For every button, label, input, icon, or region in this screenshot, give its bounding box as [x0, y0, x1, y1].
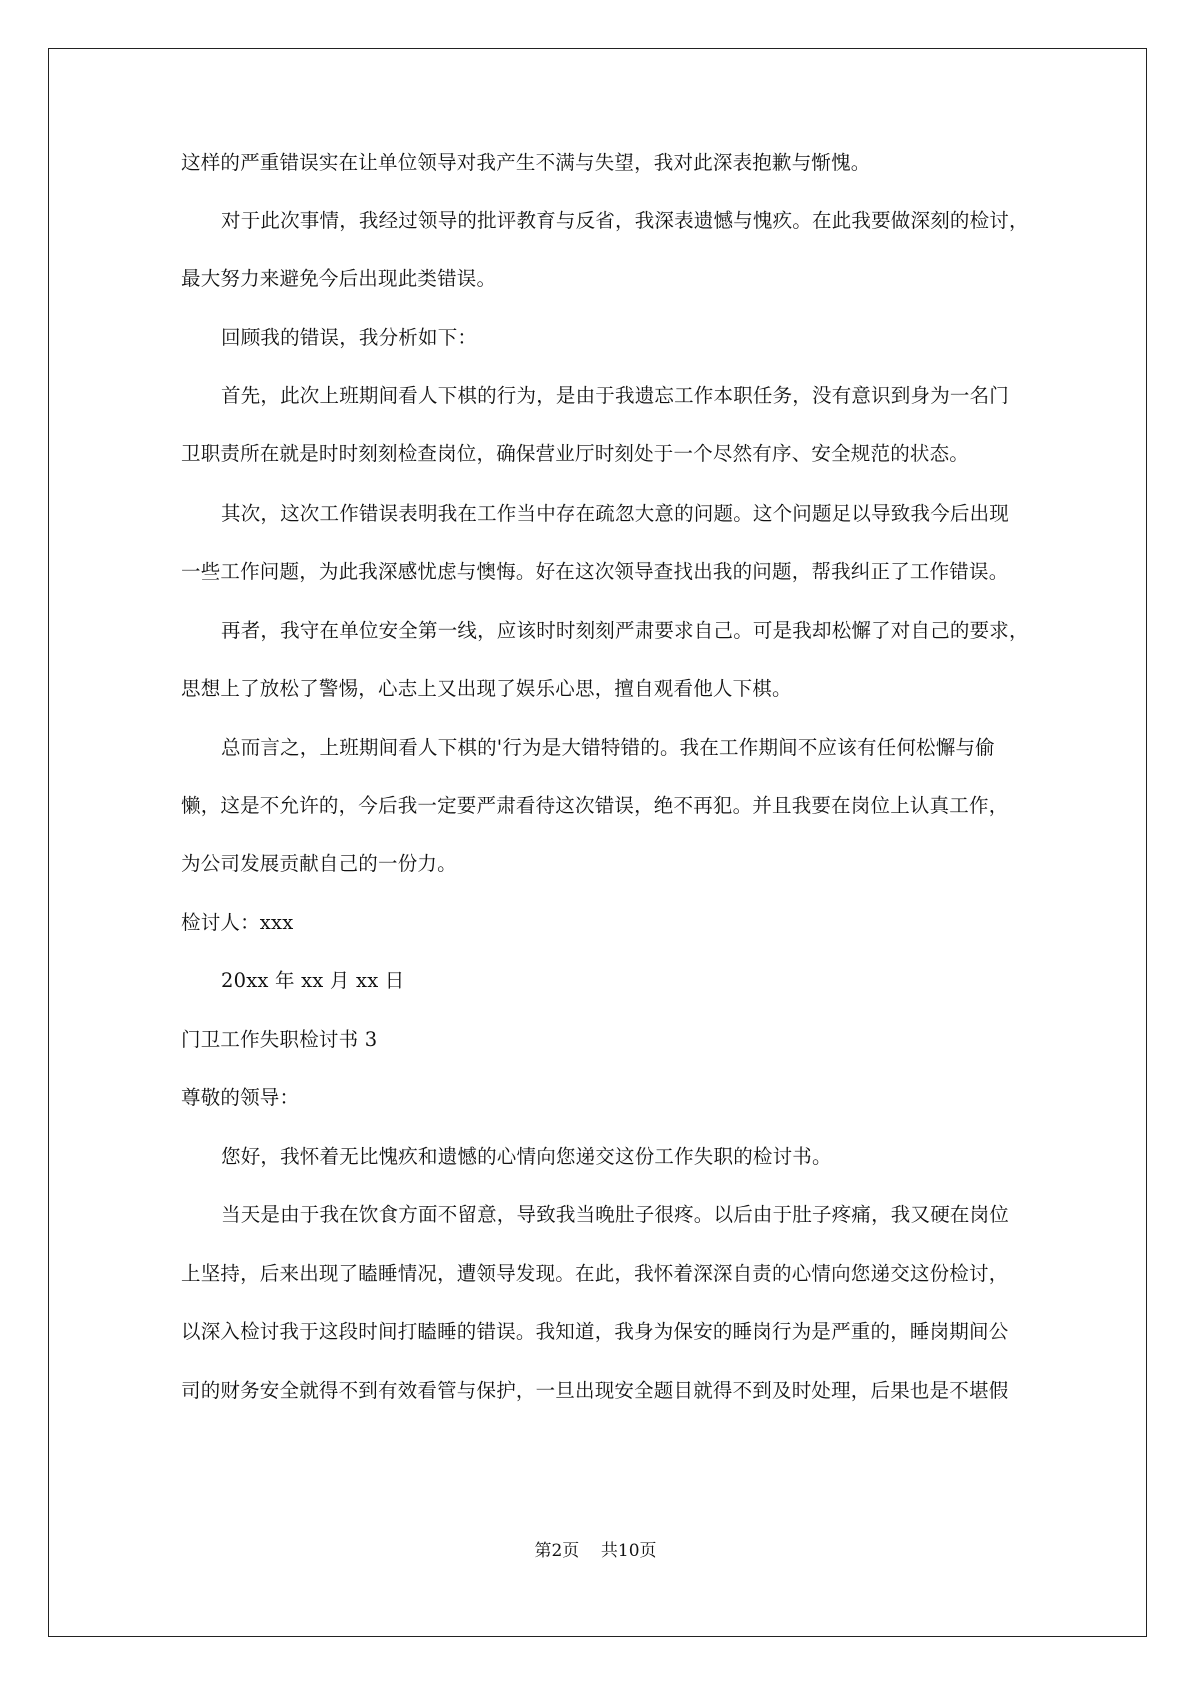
body-line: 首先，此次上班期间看人下棋的行为，是由于我遗忘工作本职任务，没有意识到身为一名门: [221, 384, 1010, 407]
body-line: 您好，我怀着无比愧疚和遗憾的心情向您递交这份工作失职的检讨书。: [221, 1145, 832, 1168]
signature-line: 检讨人：xxx: [181, 911, 294, 934]
date-line: 20xx 年 xx 月 xx 日: [221, 969, 405, 992]
page-number-footer: 第2页 共10页: [534, 1541, 657, 1561]
body-line: 总而言之，上班期间看人下棋的'行为是大错特错的。我在工作期间不应该有任何松懈与偷: [221, 736, 995, 759]
body-line: 为公司发展贡献自己的一份力。: [181, 852, 457, 875]
body-line: 司的财务安全就得不到有效看管与保护，一旦出现安全题目就得不到及时处理，后果也是不堪假: [181, 1379, 1009, 1402]
body-line: 这样的严重错误实在让单位领导对我产生不满与失望，我对此深表抱歉与惭愧。: [181, 151, 871, 174]
body-line: 一些工作问题，为此我深感忧虑与懊悔。好在这次领导查找出我的问题，帮我纠正了工作错误。: [181, 560, 1009, 583]
body-line: 懒，这是不允许的，今后我一定要严肃看待这次错误，绝不再犯。并且我要在岗位上认真工作，: [181, 794, 1009, 817]
salutation: 尊敬的领导：: [181, 1086, 300, 1109]
body-line: 思想上了放松了警惕，心志上又出现了娱乐心思，擅自观看他人下棋。: [181, 677, 792, 700]
body-line: 最大努力来避免今后出现此类错误。: [181, 267, 497, 290]
body-line: 再者，我守在单位安全第一线，应该时时刻刻严肃要求自己。可是我却松懈了对自己的要求，: [221, 619, 1029, 642]
body-line: 回顾我的错误，我分析如下：: [221, 326, 478, 349]
section-title: 门卫工作失职检讨书 3: [181, 1028, 378, 1051]
body-line: 其次，这次工作错误表明我在工作当中存在疏忽大意的问题。这个问题足以导致我今后出现: [221, 502, 1010, 525]
body-line: 卫职责所在就是时时刻刻检查岗位，确保营业厅时刻处于一个尽然有序、安全规范的状态。: [181, 442, 970, 465]
body-line: 对于此次事情，我经过领导的批评教育与反省，我深表遗憾与愧疚。在此我要做深刻的检讨，: [221, 209, 1029, 232]
body-line: 当天是由于我在饮食方面不留意，导致我当晚肚子很疼。以后由于肚子疼痛，我又硬在岗位: [221, 1203, 1010, 1226]
body-line: 以深入检讨我于这段时间打瞌睡的错误。我知道，我身为保安的睡岗行为是严重的，睡岗期间公: [181, 1320, 1009, 1343]
body-line: 上坚持，后来出现了瞌睡情况，遭领导发现。在此，我怀着深深自责的心情向您递交这份检讨，: [181, 1262, 1009, 1285]
